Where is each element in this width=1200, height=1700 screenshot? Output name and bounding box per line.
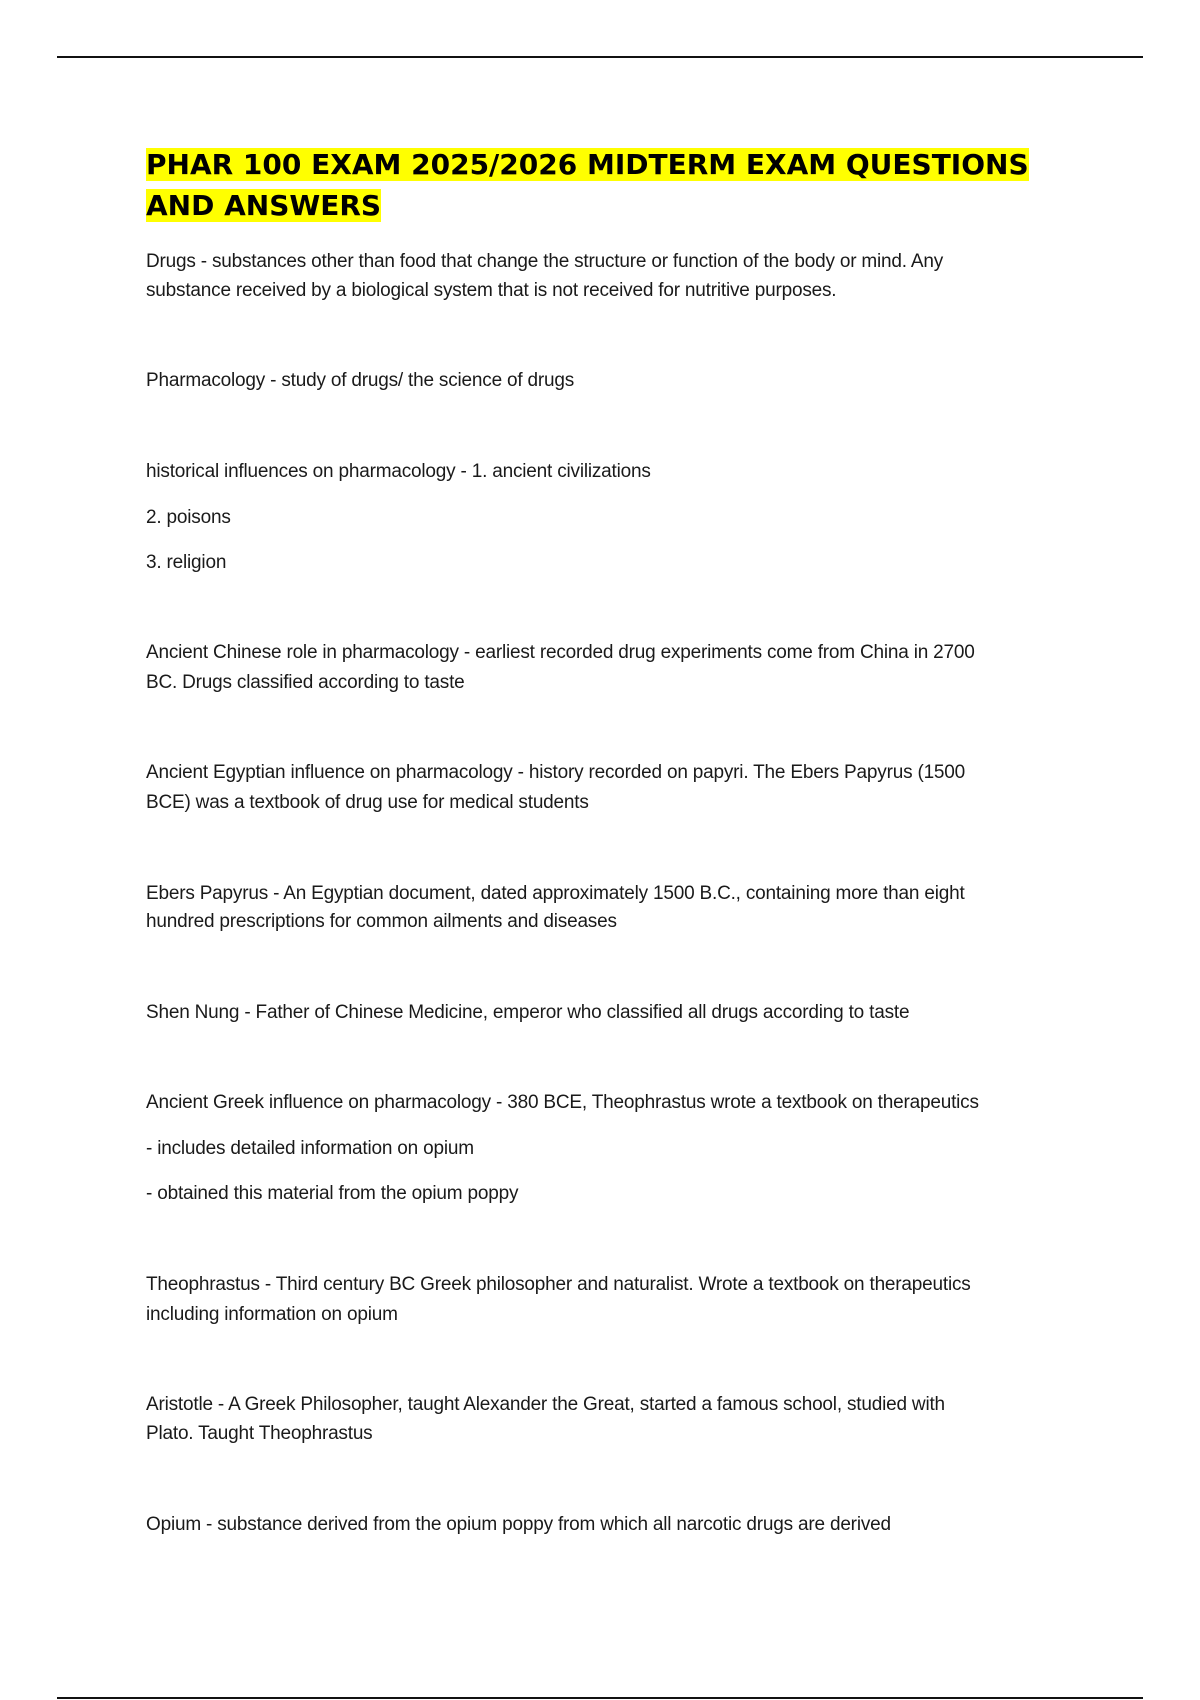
footer-rule [57, 1697, 1143, 1699]
line-aristotle-1: Aristotle - A Greek Philosopher, taught Alexander the Great, started a famous school, studied with [146, 1394, 945, 1415]
line-chinese-1: Ancient Chinese role in pharmacology - earliest recorded drug experiments come from China in 2700 [146, 642, 975, 663]
line-chinese-2: BC. Drugs classified according to taste [146, 672, 465, 693]
line-drugs-1: Drugs - substances other than food that change the structure or function of the body or mind. Any [146, 251, 944, 272]
line-greek-2: - includes detailed information on opium [146, 1138, 474, 1159]
line-ebers-2: hundred prescriptions for common ailments and diseases [146, 911, 617, 932]
line-pharmacology: Pharmacology - study of drugs/ the science of drugs [146, 370, 575, 391]
line-greek-3: - obtained this material from the opium poppy [146, 1183, 519, 1204]
line-poisons: 2. poisons [146, 507, 231, 528]
line-religion: 3. religion [146, 552, 227, 573]
line-ebers-1: Ebers Papyrus - An Egyptian document, dated approximately 1500 B.C., containing more than eight [146, 883, 965, 904]
line-theophrastus-2: including information on opium [146, 1304, 398, 1325]
line-theophrastus-1: Theophrastus - Third century BC Greek philosopher and naturalist. Wrote a textbook on therapeutics [146, 1274, 971, 1295]
line-greek-1: Ancient Greek influence on pharmacology - 380 BCE, Theophrastus wrote a textbook on therapeutics [146, 1092, 979, 1113]
line-egyptian-2: BCE) was a textbook of drug use for medical students [146, 792, 589, 813]
line-aristotle-2: Plato. Taught Theophrastus [146, 1423, 373, 1444]
header-rule [57, 56, 1143, 58]
line-historical-influences: historical influences on pharmacology - 1. ancient civilizations [146, 461, 651, 482]
line-opium: Opium - substance derived from the opium poppy from which all narcotic drugs are derived [146, 1514, 891, 1535]
title-highlight: PHAR 100 EXAM 2025/2026 MIDTERM EXAM QUESTIONS AND ANSWERS [146, 148, 1029, 222]
line-egyptian-1: Ancient Egyptian influence on pharmacology - history recorded on papyri. The Ebers Papyrus (1500 [146, 762, 966, 783]
line-shen-nung: Shen Nung - Father of Chinese Medicine, emperor who classified all drugs according to taste [146, 1002, 910, 1023]
page-title [146, 144, 1086, 226]
line-drugs-2: substance received by a biological system that is not received for nutritive purposes. [146, 280, 837, 301]
